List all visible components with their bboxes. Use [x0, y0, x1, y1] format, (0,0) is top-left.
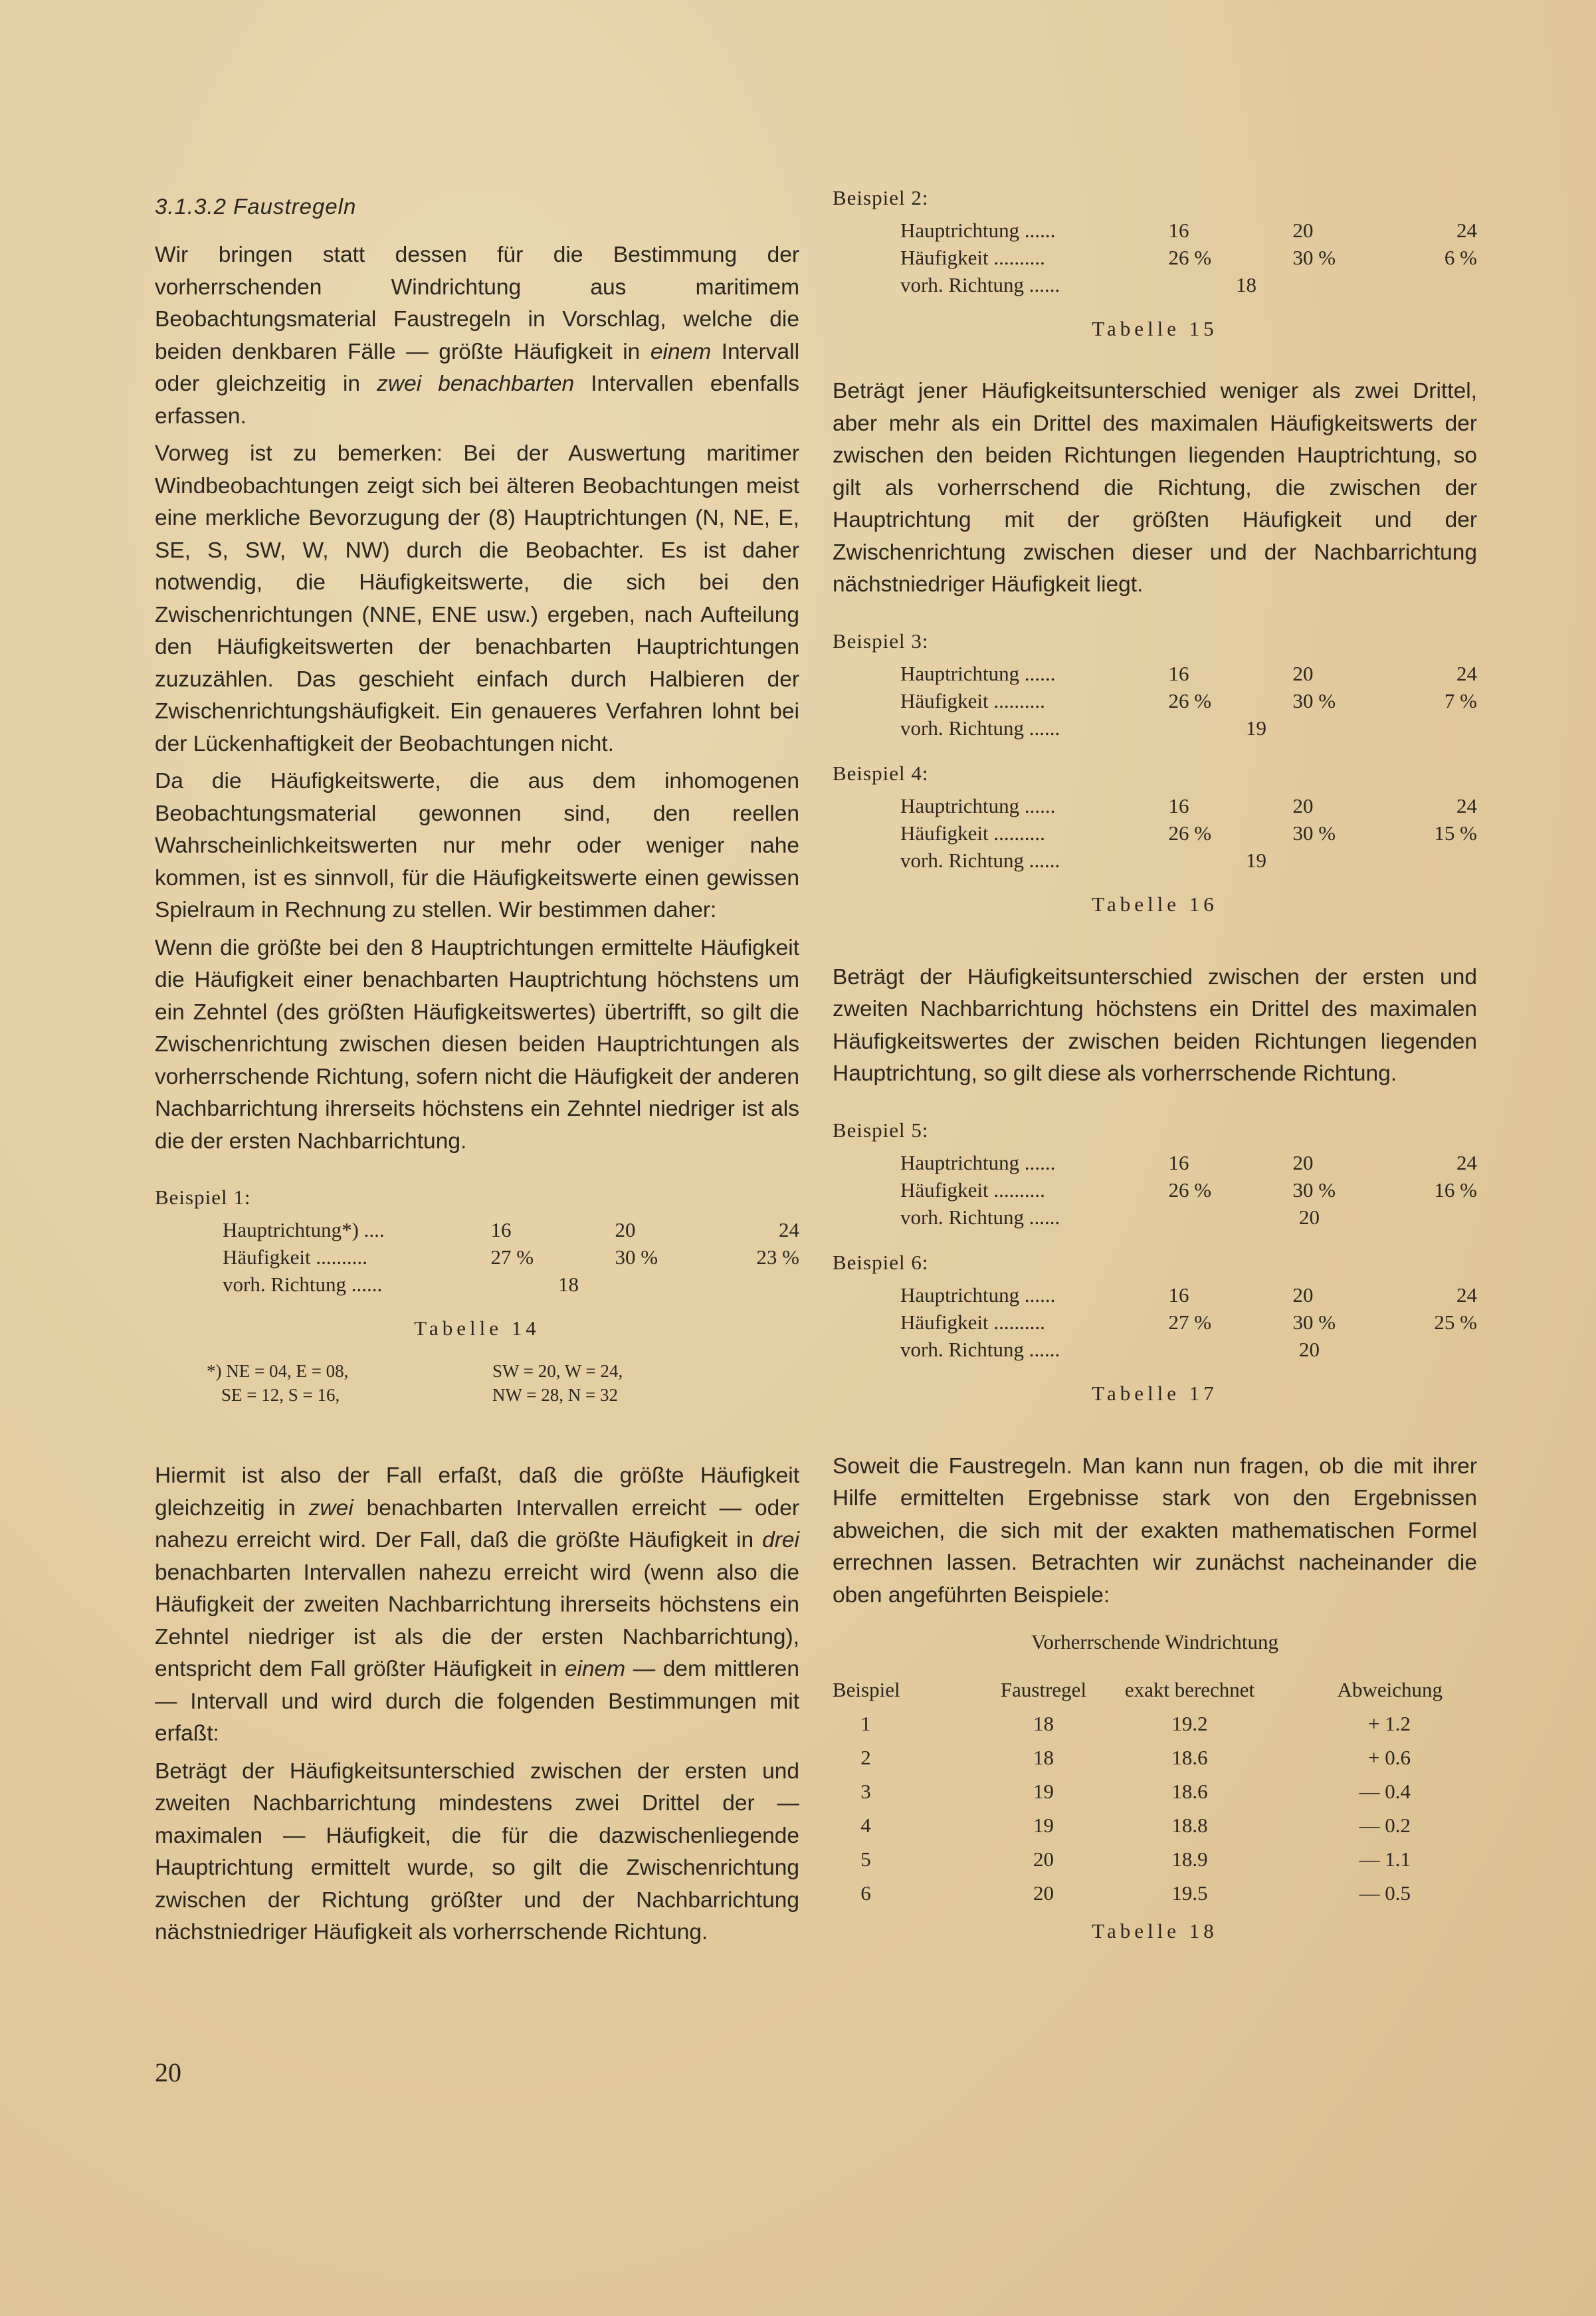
cell: 18.6 — [1171, 1746, 1208, 1769]
cell: — 0.2 — [1359, 1814, 1411, 1837]
cell: 19 — [1033, 1814, 1054, 1837]
cell: — 1.1 — [1359, 1847, 1411, 1871]
row-label: vorh. Richtung ...... — [900, 273, 1060, 296]
header-cell: Beispiel — [833, 1678, 900, 1701]
row-label: vorh. Richtung ...... — [223, 1273, 383, 1296]
cell: 23 % — [756, 1245, 799, 1269]
footnote-line: SE = 12, S = 16, — [221, 1385, 340, 1405]
table-row — [833, 1808, 1477, 1842]
cell: 20 — [615, 1218, 636, 1241]
table-caption: Tabelle 16 — [1092, 892, 1218, 916]
table-row — [900, 1309, 1477, 1336]
example-label: Beispiel 5: — [833, 1118, 929, 1142]
table-row — [900, 687, 1477, 714]
cell: 20 — [1033, 1847, 1054, 1871]
cell: — 0.5 — [1359, 1881, 1411, 1905]
row-label: vorh. Richtung ...... — [900, 716, 1060, 740]
example-label: Beispiel 3: — [833, 629, 929, 653]
cell: 30 % — [615, 1245, 658, 1269]
cell: 27 % — [490, 1245, 534, 1269]
cell: 30 % — [1292, 821, 1336, 845]
table-row — [223, 1243, 799, 1271]
header-cell: Faustregel — [1000, 1678, 1087, 1701]
table-row — [833, 1774, 1477, 1808]
row-label: Häufigkeit .......... — [223, 1245, 367, 1269]
footnote-line: *) NE = 04, E = 08, — [207, 1361, 349, 1381]
cell: 18.6 — [1171, 1780, 1208, 1803]
paragraph: Beträgt der Häufigkeitsunterschied zwischen der ersten und zweiten Nachbarrichtung höchstens ein Drittel des maximalen Häufigkeitswertes der zwischen beiden Richtungen liegenden Hauptrichtung, so gilt diese als vorherrschende Richtung. — [833, 964, 1477, 1086]
page-number: 20 — [155, 2057, 181, 2087]
cell: 16 — [1168, 793, 1189, 817]
cell: 24 — [1456, 661, 1477, 685]
footnote-line: SW = 20, W = 24, — [492, 1361, 623, 1381]
cell: 20 — [1292, 1283, 1314, 1307]
table-row — [900, 244, 1477, 271]
cell: 25 % — [1434, 1310, 1477, 1334]
row-label: Häufigkeit .......... — [900, 1178, 1045, 1202]
section-heading: 3.1.3.2 Faustregeln — [155, 194, 357, 219]
cell: 1 — [860, 1712, 871, 1735]
table-row — [900, 714, 1477, 742]
table-row — [900, 1149, 1477, 1176]
example-table — [900, 660, 1477, 742]
table-row — [900, 819, 1477, 847]
example-label: Beispiel 4: — [833, 761, 929, 785]
cell: 24 — [779, 1218, 799, 1241]
table-caption: Tabelle 14 — [414, 1316, 540, 1340]
table-row — [223, 1271, 799, 1298]
cell: 24 — [1456, 1150, 1477, 1174]
cell: 16 — [1168, 1283, 1189, 1307]
cell: 20 — [1292, 661, 1314, 685]
table-row — [833, 1707, 1477, 1740]
cell: 6 — [860, 1881, 871, 1905]
table-row — [900, 1281, 1477, 1309]
cell: 16 — [1168, 219, 1189, 242]
cell: 18 — [1236, 273, 1256, 296]
cell: 24 — [1456, 793, 1477, 817]
cell: 16 — [490, 1218, 512, 1241]
row-label: Hauptrichtung ...... — [900, 661, 1056, 685]
cell: 18 — [558, 1273, 579, 1296]
example-table — [900, 217, 1477, 298]
cell: 2 — [860, 1746, 871, 1769]
cell: 20 — [1292, 793, 1314, 817]
cell: 26 % — [1168, 246, 1212, 269]
cell: 19 — [1246, 716, 1266, 740]
header-cell: Abweichung — [1337, 1678, 1443, 1701]
cell: 16 % — [1434, 1178, 1477, 1202]
cell: 26 % — [1168, 821, 1212, 845]
cell: 30 % — [1292, 1310, 1336, 1334]
cell: + 0.6 — [1368, 1746, 1411, 1769]
cell: 3 — [860, 1780, 871, 1803]
table-caption: Tabelle 18 — [1092, 1919, 1218, 1943]
table-row — [900, 847, 1477, 874]
table-row — [833, 1842, 1477, 1876]
cell: 30 % — [1292, 688, 1336, 712]
cell: 18 — [1033, 1746, 1054, 1769]
row-label: Hauptrichtung ...... — [900, 793, 1056, 817]
table-row — [900, 1336, 1477, 1363]
right-column — [833, 186, 1477, 1962]
cell: 15 % — [1434, 821, 1477, 845]
table-row — [900, 660, 1477, 687]
table-row — [223, 1216, 799, 1243]
footnote — [207, 1359, 799, 1407]
row-label: Häufigkeit .......... — [900, 821, 1045, 845]
example-table — [900, 1281, 1477, 1363]
table-row — [833, 1740, 1477, 1774]
row-label: vorh. Richtung ...... — [900, 1205, 1060, 1229]
example-label: Beispiel 2: — [833, 186, 929, 209]
paragraph: Hiermit ist also der Fall erfaßt, daß die größte Häufigkeit gleichzeitig in zwei benachbarten Intervallen erreicht — oder nahezu erreicht wird. Der Fall, daß die größte Häufigkeit in drei benachbarten Intervallen nahezu erreicht wird (wenn also die Häufigkeit der zweiten Nachbarrichtung ihrerseits höchstens ein Zehntel niedriger ist als die der ersten Nachbarrichtung), entspricht dem Fall größter Häufigkeit in einem — dem mittleren — Intervall und wird durch die folgenden Bestimmungen mit erfaßt: — [155, 1463, 800, 1746]
paragraph: Beträgt jener Häufigkeitsunterschied weniger als zwei Drittel, aber mehr als ein Drittel des maximalen Häufigkeitswerts der zwischen den beiden Richtungen liegenden Hauptrichtung, so gilt als vorherrschend die Richtung, die zwischen der Hauptrichtung mit der größten Häufigkeit und der Zwischenrichtung zwischen dieser und der Nachbarrichtung nächstniedriger Häufigkeit liegt. — [833, 379, 1477, 597]
example-label: Beispiel 1: — [155, 1186, 251, 1209]
cell: 18.9 — [1171, 1847, 1208, 1871]
cell: 18.8 — [1171, 1814, 1208, 1837]
cell: 27 % — [1168, 1310, 1212, 1334]
cell: 18 — [1033, 1712, 1054, 1735]
row-label: Häufigkeit .......... — [900, 246, 1045, 269]
cell: 26 % — [1168, 1178, 1212, 1202]
cell: 24 — [1456, 1283, 1477, 1307]
table-row — [900, 792, 1477, 819]
cell: 20 — [1292, 219, 1314, 242]
comparison-table — [833, 1673, 1477, 1910]
paragraph: Beträgt der Häufigkeitsunterschied zwischen der ersten und zweiten Nachbarrichtung mindestens zwei Drittel der — maximalen — Häufigkeit, die für die dazwischenliegende Hauptrichtung ermittelt wurde, so gilt die Zwischenrichtung zwischen der Richtung größter und der Nachbarrichtung nächstniedriger Häufigkeit als vorherrschende Richtung. — [155, 1758, 799, 1945]
table-row — [900, 1204, 1477, 1231]
cell: 6 % — [1444, 246, 1477, 269]
example-label: Beispiel 6: — [833, 1250, 929, 1274]
cell: 19.5 — [1171, 1881, 1208, 1905]
table-title: Vorherrschende Windrichtung — [1031, 1630, 1279, 1653]
cell: + 1.2 — [1368, 1712, 1411, 1735]
row-label: Häufigkeit .......... — [900, 1310, 1045, 1334]
header-cell: exakt berechnet — [1124, 1678, 1255, 1701]
example-table — [900, 1149, 1477, 1231]
cell: 24 — [1456, 219, 1477, 242]
cell: 4 — [860, 1814, 871, 1837]
cell: 16 — [1168, 661, 1189, 685]
paragraph: Wir bringen statt dessen für die Bestimmung der vorherrschenden Windrichtung aus maritimem Beobachtungsmaterial Faustregeln in Vorschlag, welche die beiden denkbaren Fälle — größte Häufigkeit in einem Intervall oder gleichzeitig in zwei benachbarten Intervallen ebenfalls erfassen. — [155, 243, 800, 429]
cell: 19.2 — [1171, 1712, 1208, 1735]
table-row — [900, 1176, 1477, 1204]
row-label: Häufigkeit .......... — [900, 688, 1045, 712]
cell: 20 — [1033, 1881, 1054, 1905]
table-row — [900, 271, 1477, 298]
cell: 30 % — [1292, 246, 1336, 269]
table-header — [833, 1673, 1477, 1707]
cell: 20 — [1299, 1337, 1320, 1361]
cell: 5 — [860, 1847, 871, 1871]
table-row — [900, 217, 1477, 244]
example-table — [900, 792, 1477, 874]
paragraph: Wenn die größte bei den 8 Hauptrichtungen ermittelte Häufigkeit die Häufigkeit einer benachbarten Hauptrichtung höchstens um ein Zehntel (des größten Häufigkeitswertes) übertrifft, so gilt die Zwischenrichtung zwischen diesen beiden Hauptrichtungen als vorherrschende Richtung, sofern nicht die Häufigkeit der anderen Nachbarrichtung ihrerseits höchstens ein Zehntel niedriger ist als die der ersten Nachbarrichtung. — [155, 935, 799, 1154]
cell: 30 % — [1292, 1178, 1336, 1202]
paragraph: Vorweg ist zu bemerken: Bei der Auswertung maritimer Windbeobachtungen zeigt sich bei älteren Beobachtungen meist eine merkliche Bevorzugung der (8) Hauptrichtungen (N, NE, E, SE, S, SW, W, NW) durch die Beobachter. Es ist daher notwendig, die Häufigkeitswerte, die sich bei den Zwischenrichtungen (NNE, ENE usw.) ergeben, nach Aufteilung den Häufigkeitswerten der benachbarten Hauptrichtungen zuzuzählen. Das geschieht einfach durch Halbieren der Zwischenrichtungshäufigkeit. Ein genaueres Verfahren lohnt bei der Lückenhaftigkeit der Beobachtungen nicht. — [155, 441, 799, 756]
cell: 20 — [1299, 1205, 1320, 1229]
footnote-line: NW = 28, N = 32 — [492, 1385, 618, 1405]
cell: — 0.4 — [1359, 1780, 1411, 1803]
row-label: Hauptrichtung ...... — [900, 219, 1056, 242]
row-label: Hauptrichtung ...... — [900, 1150, 1056, 1174]
cell: 19 — [1246, 848, 1266, 872]
cell: 16 — [1168, 1150, 1189, 1174]
table-row — [833, 1876, 1477, 1910]
cell: 20 — [1292, 1150, 1314, 1174]
table-caption: Tabelle 15 — [1092, 317, 1218, 340]
table-caption: Tabelle 17 — [1092, 1381, 1218, 1405]
row-label: vorh. Richtung ...... — [900, 848, 1060, 872]
example-table — [223, 1216, 799, 1298]
row-label: Hauptrichtung ...... — [900, 1283, 1056, 1307]
cell: 7 % — [1444, 688, 1477, 712]
cell: 26 % — [1168, 688, 1212, 712]
cell: 19 — [1033, 1780, 1054, 1803]
row-label: Hauptrichtung*) .... — [223, 1218, 385, 1241]
paragraph: Da die Häufigkeitswerte, die aus dem inhomogenen Beobachtungsmaterial gewonnen sind, den reellen Wahrscheinlichkeitswerten nur mehr oder weniger nahe kommen, ist es sinnvoll, für die Häufigkeitswerte einen gewissen Spielraum in Rechnung zu stellen. Wir bestimmen daher: — [155, 769, 799, 922]
paragraph: Soweit die Faustregeln. Man kann nun fragen, ob die mit ihrer Hilfe ermittelten Ergebnisse stark von den Ergebnissen abweichen, die sich mit der exakten mathematischen Formel errechnen lassen. Betrachten wir zunächst nacheinander die oben angeführten Beispiele: — [833, 1453, 1477, 1608]
row-label: vorh. Richtung ...... — [900, 1337, 1060, 1361]
left-column — [155, 186, 799, 1954]
